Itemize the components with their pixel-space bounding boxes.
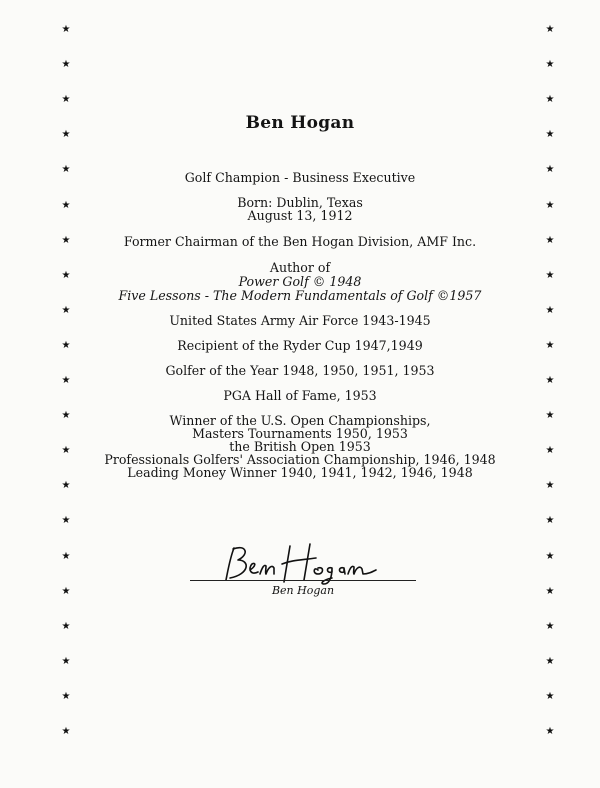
star-icon: ★ xyxy=(545,94,555,105)
british-open-line: the British Open 1953 xyxy=(229,439,371,454)
star-icon: ★ xyxy=(545,340,555,351)
star-icon: ★ xyxy=(545,24,555,35)
star-icon: ★ xyxy=(545,200,555,211)
book-five-lessons: Five Lessons - The Modern Fundamentals of Golf ©1957 xyxy=(118,288,482,303)
army-line: United States Army Air Force 1943-1945 xyxy=(169,313,431,328)
star-icon: ★ xyxy=(61,375,71,386)
star-icon: ★ xyxy=(61,270,71,281)
chairman-line: Former Chairman of the Ben Hogan Division, AMF Inc. xyxy=(123,234,477,249)
ryder-cup-line: Recipient of the Ryder Cup 1947,1949 xyxy=(177,338,423,353)
star-icon: ★ xyxy=(545,480,555,491)
star-icon: ★ xyxy=(61,200,71,211)
masters-line: Masters Tournaments 1950, 1953 xyxy=(192,426,408,441)
signature-caption: Ben Hogan xyxy=(271,584,335,597)
hall-of-fame-line: PGA Hall of Fame, 1953 xyxy=(223,388,377,403)
star-icon: ★ xyxy=(545,305,555,316)
star-icon: ★ xyxy=(61,551,71,562)
golfer-of-year-line: Golfer of the Year 1948, 1950, 1951, 1953 xyxy=(165,363,435,378)
star-icon: ★ xyxy=(545,726,555,737)
signature-line xyxy=(190,580,416,581)
star-icon: ★ xyxy=(545,129,555,140)
us-open-line: Winner of the U.S. Open Championships, xyxy=(169,413,431,428)
star-icon: ★ xyxy=(545,656,555,667)
star-icon: ★ xyxy=(61,340,71,351)
star-icon: ★ xyxy=(61,94,71,105)
star-icon: ★ xyxy=(61,24,71,35)
star-icon: ★ xyxy=(545,410,555,421)
star-icon: ★ xyxy=(545,235,555,246)
star-icon: ★ xyxy=(545,551,555,562)
star-icon: ★ xyxy=(61,164,71,175)
star-icon: ★ xyxy=(61,621,71,632)
birthplace-line: Born: Dublin, Texas xyxy=(237,195,363,210)
star-icon: ★ xyxy=(61,586,71,597)
star-icon: ★ xyxy=(61,691,71,702)
titles-line: Golf Champion - Business Executive xyxy=(184,170,416,185)
left-star-border xyxy=(58,24,74,744)
right-star-border xyxy=(542,24,558,744)
star-icon: ★ xyxy=(545,375,555,386)
star-icon: ★ xyxy=(545,515,555,526)
star-icon: ★ xyxy=(545,59,555,70)
star-icon: ★ xyxy=(545,270,555,281)
star-icon: ★ xyxy=(61,235,71,246)
star-icon: ★ xyxy=(545,445,555,456)
star-icon: ★ xyxy=(545,621,555,632)
star-icon: ★ xyxy=(61,515,71,526)
pga-championship-line: Professionals Golfers' Association Championship, 1946, 1948 xyxy=(104,452,496,467)
star-icon: ★ xyxy=(61,129,71,140)
author-of-line: Author of xyxy=(269,260,331,275)
book-power-golf: Power Golf © 1948 xyxy=(238,274,362,289)
star-icon: ★ xyxy=(61,410,71,421)
star-icon: ★ xyxy=(61,59,71,70)
star-icon: ★ xyxy=(61,656,71,667)
document-title: Ben Hogan xyxy=(245,113,355,133)
star-icon: ★ xyxy=(61,480,71,491)
star-icon: ★ xyxy=(545,691,555,702)
star-icon: ★ xyxy=(545,586,555,597)
birthdate-line: August 13, 1912 xyxy=(247,208,353,223)
signature-block xyxy=(190,540,420,610)
money-winner-line: Leading Money Winner 1940, 1941, 1942, 1946, 1948 xyxy=(127,465,473,480)
star-icon: ★ xyxy=(545,164,555,175)
star-icon: ★ xyxy=(61,445,71,456)
star-icon: ★ xyxy=(61,726,71,737)
star-icon: ★ xyxy=(61,305,71,316)
